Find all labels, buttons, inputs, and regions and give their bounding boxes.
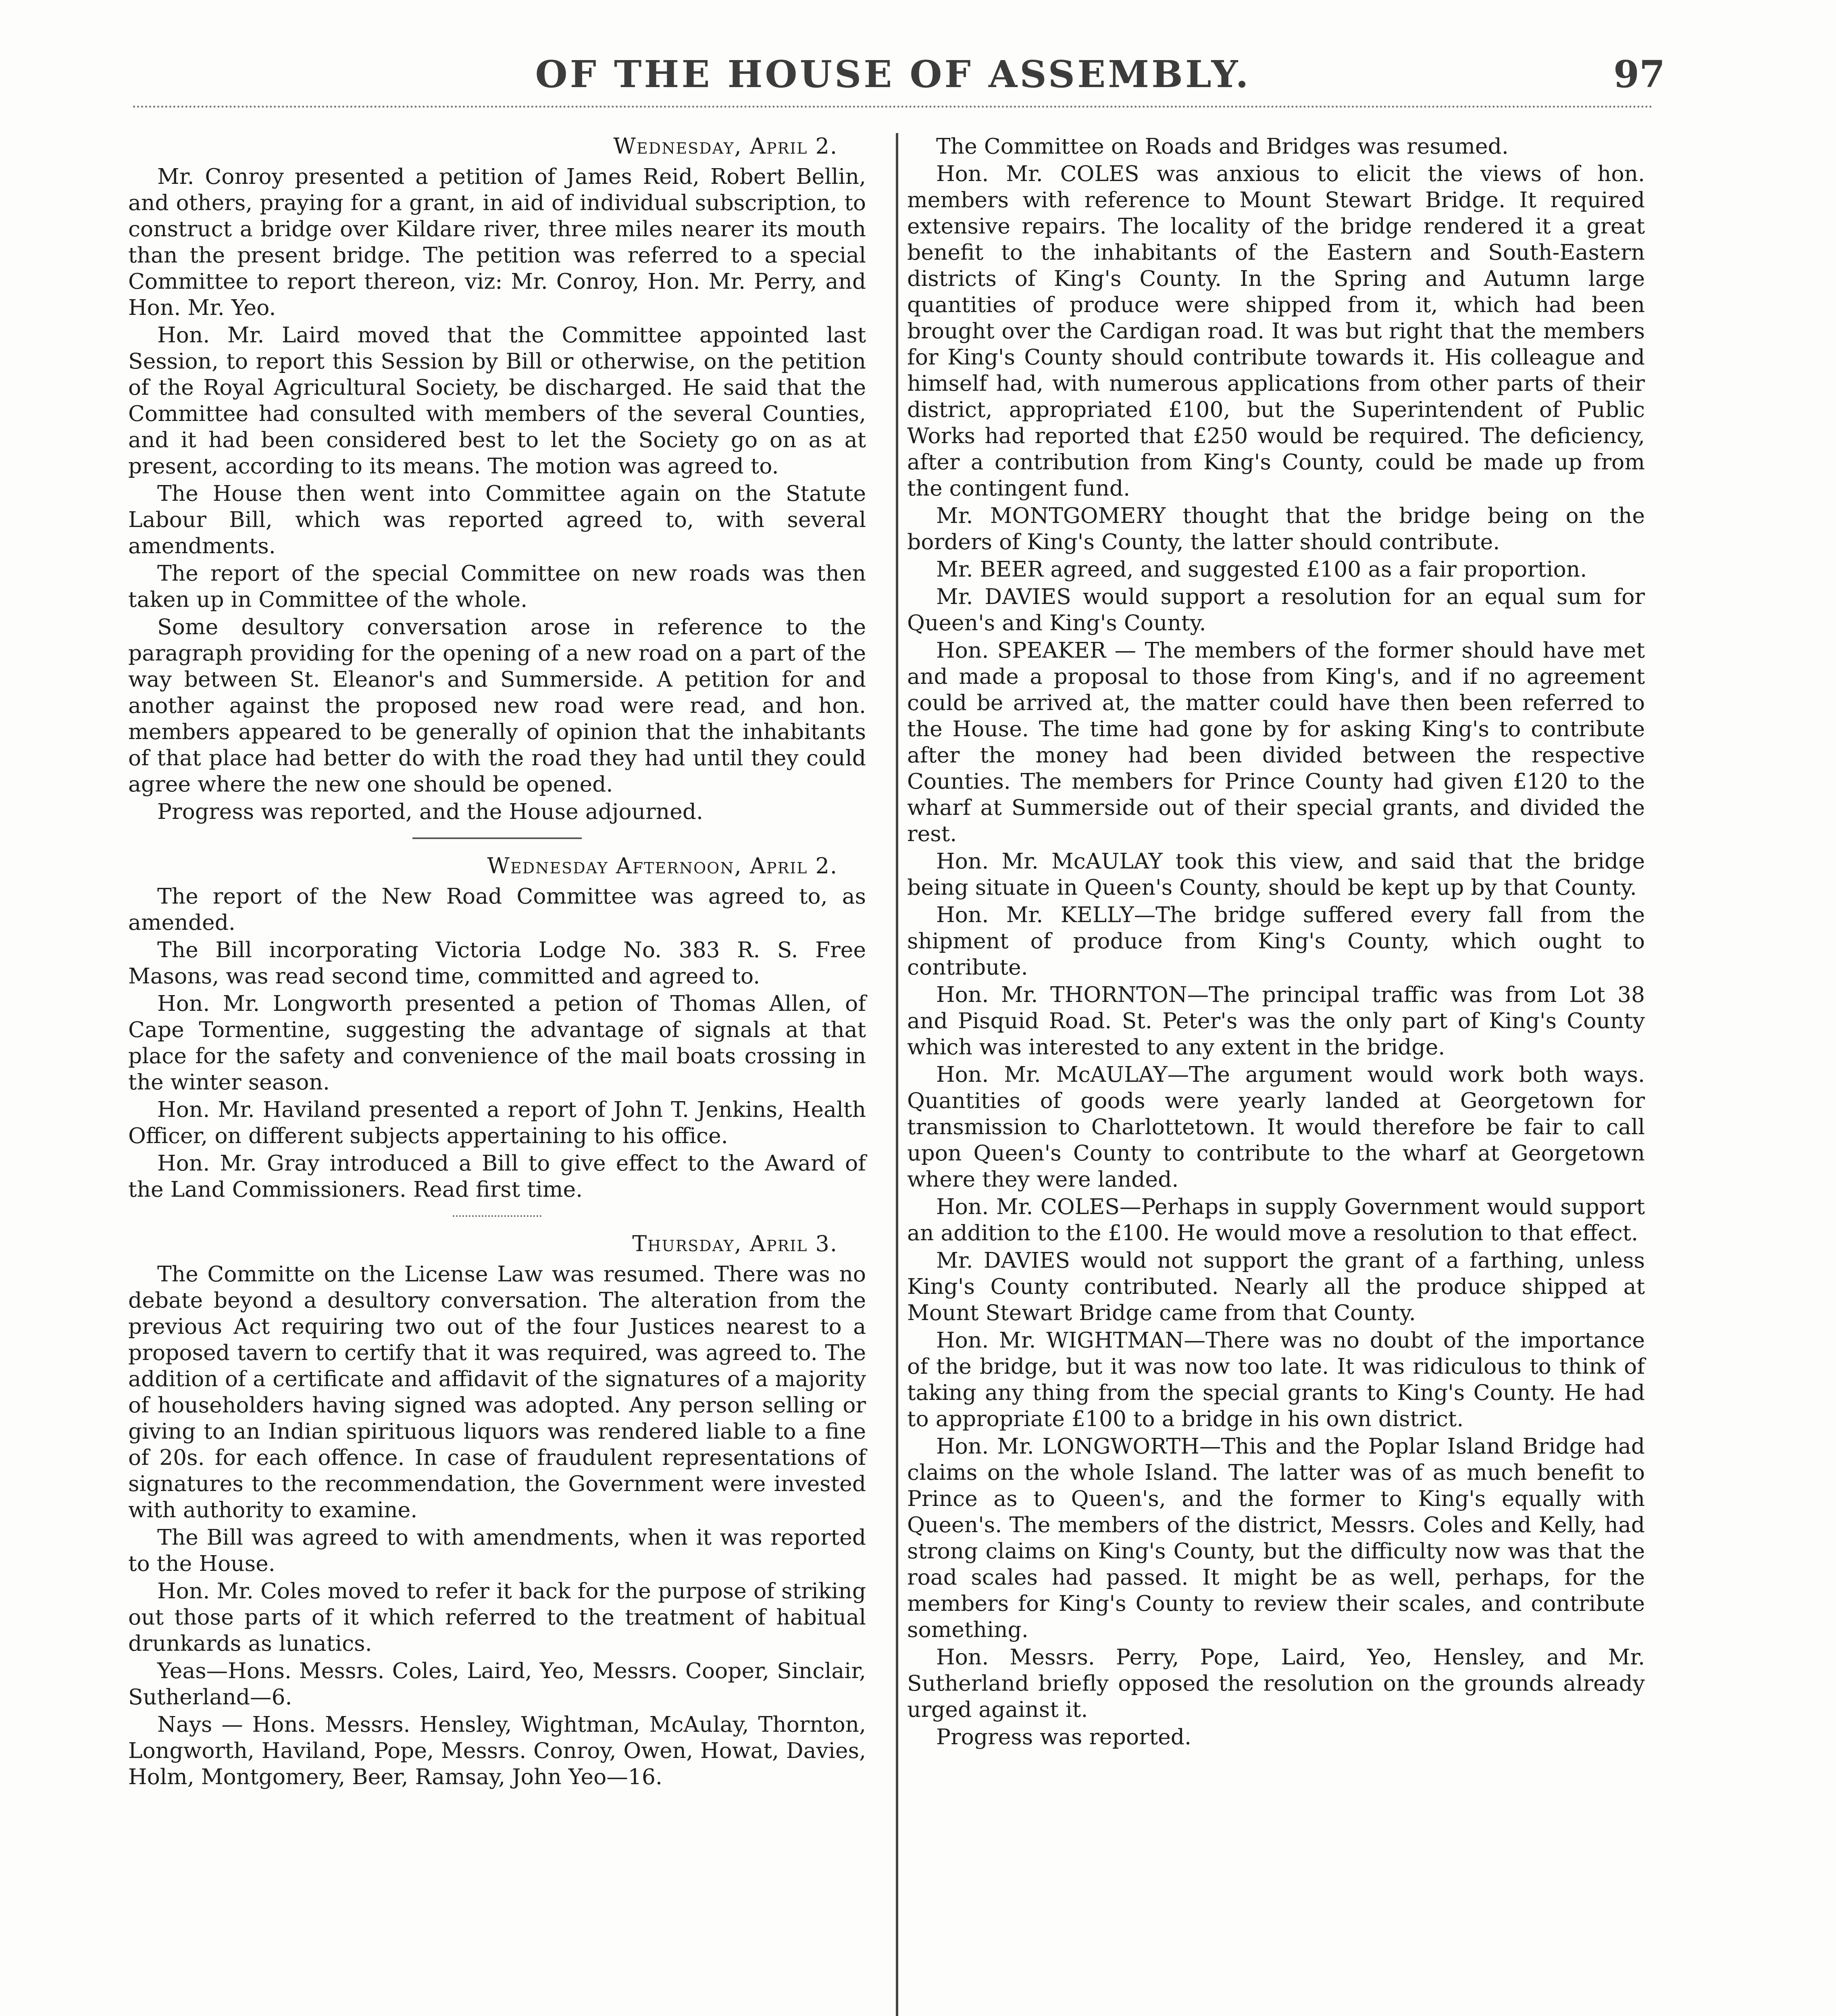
paragraph: Hon. Mr. LONGWORTH—This and the Poplar Island Bridge had claims on the whole Island. The latter was of as much benefit to Prince as to Queen's, and the former to King's equally with Queen's. The members of the district, Messrs. Coles and Kelly, had strong claims on King's County, but the difficulty now was that the road scales had passed. It might be as well, perhaps, for the members for King's County to review their scales, and contribute something. — [907, 1433, 1645, 1642]
section-date: Wednesday Afternoon, April 2. — [487, 853, 838, 879]
paragraph: Hon. Mr. THORNTON—The principal traffic was from Lot 38 and Pisquid Road. St. Peter's was the only part of King's County which was interested to any extent in the bridge. — [907, 982, 1645, 1060]
paragraph: Mr. BEER agreed, and suggested £100 as a fair proportion. — [936, 556, 1587, 582]
paragraph: Mr. MONTGOMERY thought that the bridge being on the borders of King's County, the latter should contribute. — [907, 503, 1645, 554]
page-number: 97 — [1613, 52, 1665, 96]
paragraph: Hon. Mr. Haviland presented a report of John T. Jenkins, Health Officer, on different subjects appertaining to his office. — [128, 1097, 866, 1148]
paragraph: Hon. Mr. McAULAY took this view, and said that the bridge being situate in Queen's County, should be kept up by that County. — [907, 848, 1645, 900]
page-header — [121, 48, 1665, 109]
paragraph: The Committee on Roads and Bridges was resumed. — [936, 133, 1509, 159]
paragraph: Some desultory conversation arose in reference to the paragraph providing for the opening of a new road on a part of the way between St. Eleanor's and Summerside. A petition for and another against the proposed new road were read, and hon. members appeared to be generally of opinion that the inhabitants of that place had better do with the road they had until they could agree where the new one should be opened. — [128, 614, 866, 797]
paragraph: Mr. DAVIES would support a resolution for an equal sum for Queen's and King's County. — [907, 584, 1645, 635]
paragraph: Hon. Mr. Coles moved to refer it back for the purpose of striking out those parts of it which referred to the treatment of habitual drunkards as lunatics. — [128, 1578, 866, 1656]
paragraph: Mr. Conroy presented a petition of James Reid, Robert Bellin, and others, praying for a grant, in aid of individual subscription, to construct a bridge over Kildare river, three miles nearer its mouth than the present bridge. The petition was referred to a special Committee to report thereon, viz: Mr. Conroy, Hon. Mr. Perry, and Hon. Mr. Yeo. — [128, 164, 866, 320]
right-column — [907, 133, 1645, 1751]
paragraph: The Committe on the License Law was resumed. There was no debate beyond a desultory conversation. The alteration from the previous Act requiring two out of the four Justices nearest to a proposed tavern to certify that it was required, was agreed to. The addition of a certificate and affidavit of the signatures of a majority of householders having signed was adopted. Any person selling or giving to an Indian spirituous liquors was rendered liable to a fine of 20s. for each offence. In case of fraudulent representations of signatures to the recommendation, the Government were invested with authority to examine. — [128, 1261, 866, 1522]
column-divider — [896, 133, 898, 2016]
paragraph: Mr. DAVIES would not support the grant of a farthing, unless King's County contributed. Nearly all the produce shipped at Mount Stewart Bridge came from that County. — [907, 1248, 1645, 1325]
paragraph: Hon. Mr. COLES was anxious to elicit the views of hon. members with reference to Mount Stewart Bridge. It required extensive repairs. The locality of the bridge rendered it a great benefit to the inhabitants of the Eastern and South-Eastern districts of King's County. In the Spring and Autumn large quantities of produce were shipped from it, which had been brought over the Cardigan road. It was but right that the members for King's County should contribute towards it. His colleague and himself had, with numerous applications from other parts of their district, appropriated £100, but the Superintendent of Public Works had reported that £250 would be required. The deficiency, after a contribution from King's County, could be made up from the contingent fund. — [907, 161, 1645, 501]
paragraph: Hon. Mr. Gray introduced a Bill to give effect to the Award of the Land Commissioners. Read first time. — [128, 1150, 866, 1202]
section-date: Wednesday, April 2. — [613, 133, 838, 159]
paragraph: The report of the New Road Committee was agreed to, as amended. — [128, 883, 866, 935]
paragraph: The Bill was agreed to with amendments, when it was reported to the House. — [128, 1524, 866, 1576]
paragraph: Hon. Mr. WIGHTMAN—There was no doubt of the importance of the bridge, but it was now too late. It was ridiculous to think of taking any thing from the special grants to King's County. He had to appropriate £100 to a bridge in his own district. — [907, 1327, 1645, 1431]
section-date: Thursday, April 3. — [632, 1231, 838, 1256]
section-divider — [453, 1215, 541, 1217]
paragraph: Yeas—Hons. Messrs. Coles, Laird, Yeo, Messrs. Cooper, Sinclair, Sutherland—6. — [128, 1658, 866, 1710]
paragraph: Progress was reported, and the House adjourned. — [157, 799, 704, 824]
paragraph: Hon. SPEAKER — The members of the former should have met and made a proposal to those from King's, and if no agreement could be arrived at, the matter could have then been referred to the House. The time had gone by for asking King's to contribute after the money had been divided between the respective Counties. The members for Prince County had given £120 to the wharf at Summerside out of their special grants, and divided the rest. — [907, 637, 1645, 846]
paragraph: Progress was reported. — [936, 1724, 1192, 1749]
paragraph: The report of the special Committee on new roads was then taken up in Committee of the whole. — [128, 560, 866, 612]
paragraph: Nays — Hons. Messrs. Hensley, Wightman, McAulay, Thornton, Longworth, Haviland, Pope, Messrs. Conroy, Owen, Howat, Davies, Holm, Montgomery, Beer, Ramsay, John Yeo—16. — [128, 1712, 866, 1789]
section-divider — [412, 837, 582, 839]
paragraph: Hon. Mr. McAULAY—The argument would work both ways. Quantities of goods were yearly landed at Georgetown for transmission to Charlottetown. It would therefore be fair to call upon Queen's County to contribute to the wharf at Georgetown where they were landed. — [907, 1062, 1645, 1192]
running-title: OF THE HOUSE OF ASSEMBLY. — [535, 52, 1251, 96]
paragraph: Hon. Mr. Laird moved that the Committee appointed last Session, to report this Session by Bill or otherwise, on the petition of the Royal Agricultural Society, be discharged. He said that the Committee had consulted with members of the several Counties, and it had been considered best to let the Society go on as at present, according to its means. The motion was agreed to. — [128, 322, 866, 479]
paragraph: Hon. Messrs. Perry, Pope, Laird, Yeo, Hensley, and Mr. Sutherland briefly opposed the resolution on the grounds already urged against it. — [907, 1644, 1645, 1722]
paragraph: The House then went into Committee again on the Statute Labour Bill, which was reported agreed to, with several amendments. — [128, 481, 866, 558]
paragraph: Hon. Mr. COLES—Perhaps in supply Government would support an addition to the £100. He would move a resolution to that effect. — [907, 1194, 1645, 1245]
header-rule — [133, 106, 1653, 108]
paragraph: Hon. Mr. KELLY—The bridge suffered every fall from the shipment of produce from King's County, which ought to contribute. — [907, 902, 1645, 980]
paragraph: The Bill incorporating Victoria Lodge No. 383 R. S. Free Masons, was read second time, committed and agreed to. — [128, 937, 866, 989]
left-column — [128, 133, 866, 1791]
paragraph: Hon. Mr. Longworth presented a petion of Thomas Allen, of Cape Tormentine, suggesting the advantage of signals at that place for the safety and convenience of the mail boats crossing in the winter season. — [128, 991, 866, 1095]
